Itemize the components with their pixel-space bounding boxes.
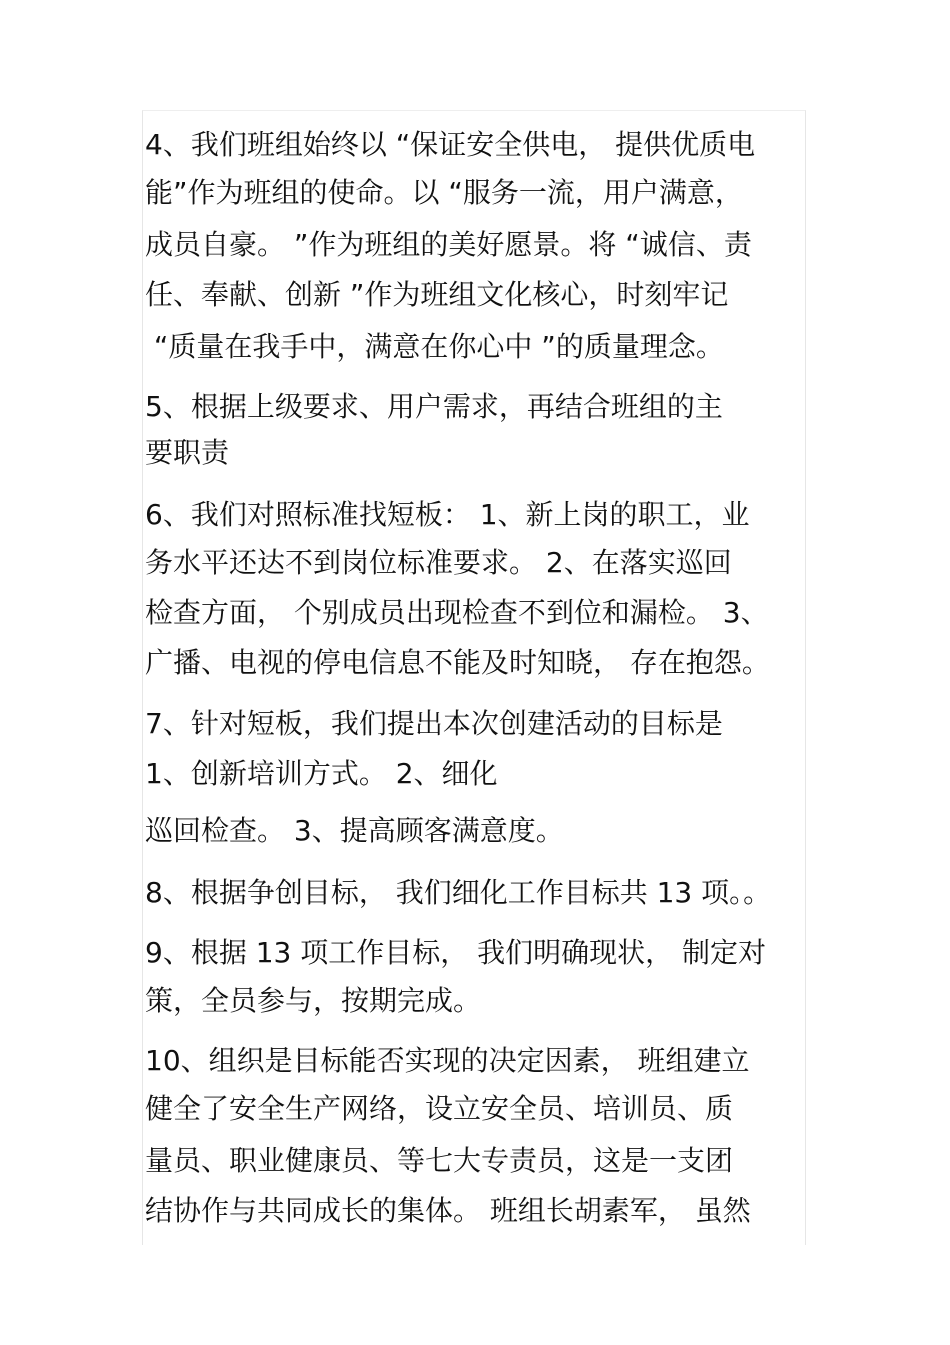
- text-line: 务水平还达不到岗位标准要求。 2、在落实巡回: [145, 546, 732, 579]
- text-line: 要职责: [145, 436, 230, 469]
- text-line: 能”作为班组的使命。以 “服务一流，用户满意，: [145, 176, 743, 209]
- text-line: 广播、电视的停电信息不能及时知晓， 存在抱怨。: [145, 646, 770, 679]
- text-line: 9、根据 13 项工作目标， 我们明确现状， 制定对: [145, 936, 767, 969]
- text-line: 6、我们对照标准找短板： 1、新上岗的职工，业: [145, 498, 750, 531]
- text-line: 成员自豪。 ”作为班组的美好愿景。将 “诚信、责: [145, 228, 752, 261]
- text-line: 4、我们班组始终以 “保证安全供电， 提供优质电: [145, 128, 756, 161]
- text-line: 结协作与共同成长的集体。 班组长胡素军， 虽然: [145, 1194, 751, 1227]
- text-line: 策，全员参与，按期完成。: [145, 984, 482, 1017]
- text-line: 5、根据上级要求、用户需求，再结合班组的主: [145, 390, 723, 423]
- text-line: 7、针对短板，我们提出本次创建活动的目标是: [145, 707, 723, 740]
- text-line: 巡回检查。 3、提高顾客满意度。: [145, 814, 564, 847]
- text-line: 8、根据争创目标， 我们细化工作目标共 13 项。。: [145, 876, 772, 909]
- text-line: 健全了安全生产网络，设立安全员、培训员、质: [145, 1092, 734, 1125]
- text-line: 10、组织是目标能否实现的决定因素， 班组建立: [145, 1044, 750, 1077]
- text-line: 量员、职业健康员、等七大专责员，这是一支团: [145, 1144, 734, 1177]
- text-line: 任、奉献、创新 ”作为班组文化核心，时刻牢记: [145, 278, 729, 311]
- text-line: 1、创新培训方式。 2、细化: [145, 757, 498, 790]
- text-line: 检查方面， 个别成员出现检查不到位和漏检。 3、: [145, 596, 769, 629]
- text-line: “质量在我手中，满意在你心中 ”的质量理念。: [145, 330, 724, 363]
